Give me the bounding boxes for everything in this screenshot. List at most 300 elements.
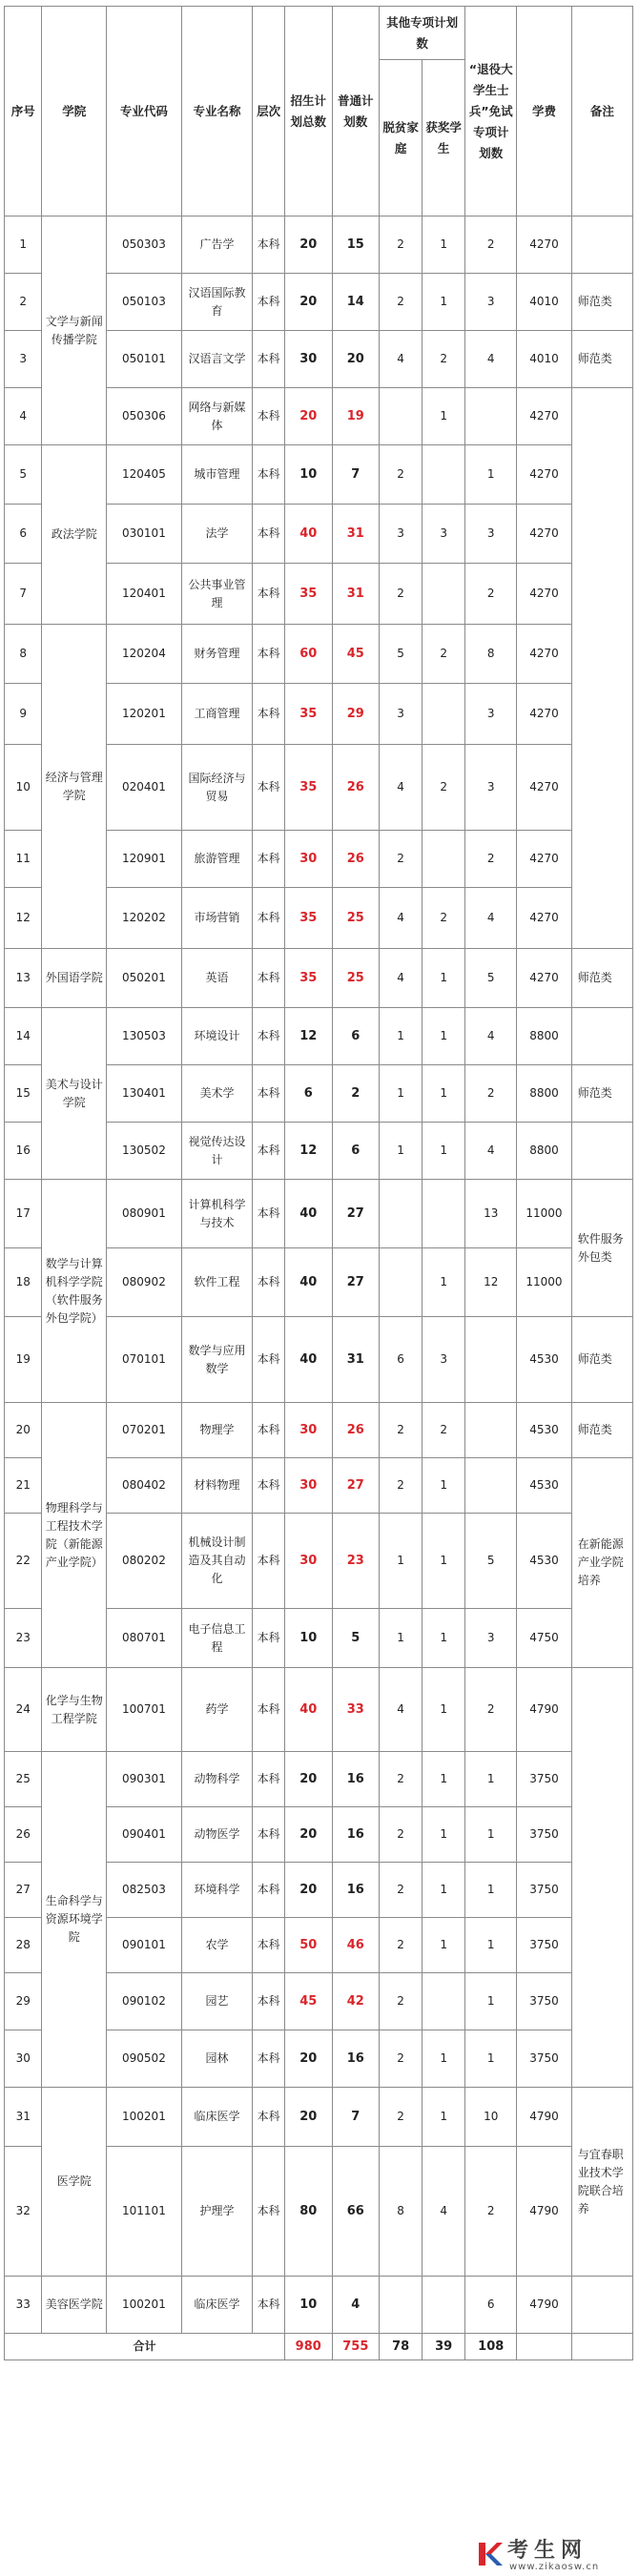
veteran-plan: 3 [465,745,517,831]
award-plan: 1 [423,949,465,1008]
total-plan: 10 [284,1609,332,1668]
total-plan: 20 [284,388,332,445]
total-plan: 35 [284,684,332,745]
major-code: 090301 [107,1752,182,1807]
tuition: 3750 [517,2030,571,2088]
total-plan: 80 [284,2147,332,2277]
row-seq: 31 [5,2088,42,2147]
major-name: 广告学 [181,216,252,274]
award-plan [423,564,465,625]
row-seq: 22 [5,1514,42,1609]
major-name: 物理学 [181,1403,252,1458]
general-plan: 5 [332,1609,380,1668]
poverty-plan: 2 [380,1973,423,2030]
totals-award: 39 [423,2334,465,2360]
poverty-plan: 3 [380,505,423,564]
major-name: 计算机科学与技术 [181,1180,252,1248]
total-plan: 30 [284,331,332,388]
award-plan: 1 [423,274,465,331]
veteran-plan: 2 [465,564,517,625]
major-code: 050201 [107,949,182,1008]
header-major-code: 专业代码 [107,7,182,216]
tuition: 11000 [517,1248,571,1317]
tuition: 3750 [517,1973,571,2030]
major-name: 美术学 [181,1065,252,1123]
table-row [5,445,633,505]
general-plan: 31 [332,505,380,564]
general-plan: 20 [332,331,380,388]
level: 本科 [253,331,285,388]
totals-row [5,2334,633,2360]
tuition: 4270 [517,625,571,684]
tuition: 4270 [517,684,571,745]
major-name: 护理学 [181,2147,252,2277]
total-plan: 50 [284,1918,332,1973]
general-plan: 16 [332,1807,380,1863]
general-plan: 29 [332,684,380,745]
veteran-plan: 2 [465,1065,517,1123]
row-seq: 23 [5,1609,42,1668]
totals-poverty: 78 [380,2334,423,2360]
row-seq: 18 [5,1248,42,1317]
row-seq: 6 [5,505,42,564]
row-seq: 20 [5,1403,42,1458]
general-plan: 23 [332,1514,380,1609]
poverty-plan: 3 [380,684,423,745]
award-plan [423,1973,465,2030]
veteran-plan: 5 [465,1514,517,1609]
veteran-plan: 1 [465,1863,517,1918]
level: 本科 [253,388,285,445]
tuition: 4790 [517,2147,571,2277]
veteran-plan: 12 [465,1248,517,1317]
general-plan: 7 [332,2088,380,2147]
remarks-cell [571,2277,632,2334]
major-name: 动物医学 [181,1807,252,1863]
general-plan: 26 [332,831,380,888]
tuition: 8800 [517,1008,571,1065]
remarks-cell: 师范类 [571,274,632,331]
award-plan: 1 [423,1248,465,1317]
table-row [5,1180,633,1248]
level: 本科 [253,505,285,564]
remarks-cell [571,1008,632,1065]
remarks-cell [571,388,632,949]
major-name: 旅游管理 [181,831,252,888]
total-plan: 45 [284,1973,332,2030]
tuition: 4270 [517,564,571,625]
award-plan: 1 [423,2088,465,2147]
college-cell: 美容医学院 [42,2277,107,2334]
level: 本科 [253,949,285,1008]
major-code: 030101 [107,505,182,564]
major-name: 财务管理 [181,625,252,684]
college-cell: 生命科学与资源环境学院 [42,1752,107,2088]
total-plan: 30 [284,1514,332,1609]
remarks-cell: 师范类 [571,331,632,388]
table-row [5,949,633,1008]
veteran-plan: 3 [465,684,517,745]
major-code: 082503 [107,1863,182,1918]
major-code: 070101 [107,1317,182,1403]
veteran-plan: 13 [465,1180,517,1248]
table-row [5,2277,633,2334]
total-plan: 35 [284,745,332,831]
veteran-plan [465,1458,517,1514]
general-plan: 7 [332,445,380,505]
tuition: 4270 [517,505,571,564]
level: 本科 [253,684,285,745]
award-plan [423,831,465,888]
tuition: 4790 [517,2277,571,2334]
award-plan: 1 [423,1123,465,1180]
header-college: 学院 [42,7,107,216]
veteran-plan: 6 [465,2277,517,2334]
tuition: 4010 [517,274,571,331]
total-plan: 60 [284,625,332,684]
header-major-name: 专业名称 [181,7,252,216]
row-seq: 15 [5,1065,42,1123]
veteran-plan: 2 [465,831,517,888]
row-seq: 2 [5,274,42,331]
poverty-plan: 2 [380,274,423,331]
poverty-plan: 4 [380,1668,423,1752]
award-plan: 2 [423,745,465,831]
major-name: 药学 [181,1668,252,1752]
tuition: 4010 [517,331,571,388]
award-plan: 1 [423,1458,465,1514]
tuition: 8800 [517,1065,571,1123]
major-code: 120401 [107,564,182,625]
tuition: 4270 [517,445,571,505]
admissions-plan-table [4,6,633,2360]
major-name: 临床医学 [181,2277,252,2334]
table-row [5,1668,633,1752]
award-plan: 1 [423,1514,465,1609]
general-plan: 31 [332,1317,380,1403]
poverty-plan: 1 [380,1065,423,1123]
general-plan: 45 [332,625,380,684]
college-cell: 数学与计算机科学学院（软件服务外包学院） [42,1180,107,1403]
major-name: 汉语言文学 [181,331,252,388]
poverty-plan: 4 [380,888,423,949]
veteran-plan: 2 [465,216,517,274]
tuition: 4750 [517,1609,571,1668]
tuition: 8800 [517,1123,571,1180]
major-name: 城市管理 [181,445,252,505]
level: 本科 [253,564,285,625]
college-cell: 物理科学与工程技术学院（新能源产业学院） [42,1403,107,1668]
major-code: 120202 [107,888,182,949]
award-plan: 2 [423,888,465,949]
veteran-plan: 4 [465,1123,517,1180]
poverty-plan: 4 [380,949,423,1008]
general-plan: 31 [332,564,380,625]
major-code: 090101 [107,1918,182,1973]
row-seq: 26 [5,1807,42,1863]
level: 本科 [253,1008,285,1065]
general-plan: 27 [332,1180,380,1248]
major-code: 130502 [107,1123,182,1180]
tuition: 4270 [517,745,571,831]
poverty-plan: 2 [380,564,423,625]
veteran-plan: 1 [465,1752,517,1807]
tuition: 4270 [517,831,571,888]
major-code: 090401 [107,1807,182,1863]
row-seq: 11 [5,831,42,888]
poverty-plan: 2 [380,1863,423,1918]
poverty-plan: 2 [380,2030,423,2088]
award-plan: 1 [423,1752,465,1807]
totals-tuition [517,2334,571,2360]
remarks-cell: 师范类 [571,1065,632,1123]
veteran-plan: 1 [465,2030,517,2088]
level: 本科 [253,2147,285,2277]
level: 本科 [253,831,285,888]
veteran-plan: 1 [465,445,517,505]
major-name: 数学与应用数学 [181,1317,252,1403]
total-plan: 30 [284,1458,332,1514]
major-code: 080902 [107,1248,182,1317]
level: 本科 [253,888,285,949]
level: 本科 [253,216,285,274]
total-plan: 30 [284,831,332,888]
college-cell: 文学与新闻传播学院 [42,216,107,445]
poverty-plan: 2 [380,831,423,888]
major-code: 080901 [107,1180,182,1248]
tuition: 4530 [517,1317,571,1403]
total-plan: 35 [284,564,332,625]
veteran-plan: 10 [465,2088,517,2147]
tuition: 4270 [517,949,571,1008]
row-seq: 25 [5,1752,42,1807]
row-seq: 27 [5,1863,42,1918]
award-plan: 4 [423,2147,465,2277]
veteran-plan: 3 [465,505,517,564]
tuition: 4270 [517,216,571,274]
major-name: 农学 [181,1918,252,1973]
major-name: 材料物理 [181,1458,252,1514]
total-plan: 30 [284,1403,332,1458]
row-seq: 7 [5,564,42,625]
level: 本科 [253,1807,285,1863]
poverty-plan: 4 [380,745,423,831]
award-plan [423,684,465,745]
row-seq: 14 [5,1008,42,1065]
table-row [5,1008,633,1065]
table-row [5,625,633,684]
totals-general: 755 [332,2334,380,2360]
poverty-plan: 2 [380,216,423,274]
table-row [5,1403,633,1458]
poverty-plan: 6 [380,1317,423,1403]
total-plan: 35 [284,949,332,1008]
award-plan: 1 [423,1918,465,1973]
college-cell: 医学院 [42,2088,107,2277]
remarks-cell [571,1123,632,1180]
header-total-plan: 招生计划总数 [284,7,332,216]
tuition: 4530 [517,1458,571,1514]
header-award: 获奖学生 [423,60,465,216]
tuition: 11000 [517,1180,571,1248]
award-plan: 3 [423,505,465,564]
row-seq: 19 [5,1317,42,1403]
tuition: 4530 [517,1403,571,1458]
award-plan [423,1180,465,1248]
level: 本科 [253,1180,285,1248]
level: 本科 [253,274,285,331]
poverty-plan: 5 [380,625,423,684]
level: 本科 [253,1668,285,1752]
total-plan: 40 [284,1668,332,1752]
total-plan: 10 [284,2277,332,2334]
level: 本科 [253,1065,285,1123]
general-plan: 15 [332,216,380,274]
row-seq: 16 [5,1123,42,1180]
poverty-plan: 2 [380,1807,423,1863]
college-cell: 外国语学院 [42,949,107,1008]
veteran-plan: 1 [465,1918,517,1973]
major-code: 080202 [107,1514,182,1609]
award-plan: 1 [423,1008,465,1065]
college-cell: 经济与管理学院 [42,625,107,949]
major-name: 国际经济与贸易 [181,745,252,831]
award-plan: 2 [423,331,465,388]
total-plan: 12 [284,1008,332,1065]
veteran-plan: 8 [465,625,517,684]
major-name: 园林 [181,2030,252,2088]
row-seq: 1 [5,216,42,274]
general-plan: 26 [332,745,380,831]
total-plan: 40 [284,1248,332,1317]
award-plan: 1 [423,2030,465,2088]
major-code: 050303 [107,216,182,274]
remarks-cell: 软件服务外包类 [571,1180,632,1317]
major-name: 临床医学 [181,2088,252,2147]
general-plan: 27 [332,1248,380,1317]
major-name: 机械设计制造及其自动化 [181,1514,252,1609]
watermark-title: 考生网 [507,2538,588,2563]
award-plan: 1 [423,1609,465,1668]
tuition: 3750 [517,1863,571,1918]
level: 本科 [253,1317,285,1403]
header-special-group: 其他专项计划数 [380,7,465,60]
major-name: 工商管理 [181,684,252,745]
level: 本科 [253,2088,285,2147]
award-plan: 2 [423,1403,465,1458]
major-name: 网络与新媒体 [181,388,252,445]
header-poverty: 脱贫家庭 [380,60,423,216]
level: 本科 [253,1752,285,1807]
poverty-plan: 2 [380,445,423,505]
total-plan: 20 [284,2088,332,2147]
poverty-plan [380,1180,423,1248]
major-code: 080402 [107,1458,182,1514]
poverty-plan [380,2277,423,2334]
total-plan: 20 [284,216,332,274]
general-plan: 66 [332,2147,380,2277]
total-plan: 20 [284,1752,332,1807]
totals-veteran: 108 [465,2334,517,2360]
level: 本科 [253,1973,285,2030]
total-plan: 6 [284,1065,332,1123]
general-plan: 42 [332,1973,380,2030]
tuition: 4790 [517,1668,571,1752]
table-body [5,216,633,2360]
award-plan [423,445,465,505]
poverty-plan [380,1248,423,1317]
veteran-plan: 3 [465,1609,517,1668]
level: 本科 [253,445,285,505]
level: 本科 [253,1248,285,1317]
level: 本科 [253,1918,285,1973]
remarks-cell [571,216,632,274]
major-name: 法学 [181,505,252,564]
total-plan: 40 [284,1180,332,1248]
veteran-plan [465,388,517,445]
major-name: 园艺 [181,1973,252,2030]
remarks-cell [571,1668,632,2088]
veteran-plan: 4 [465,331,517,388]
general-plan: 6 [332,1008,380,1065]
major-code: 090502 [107,2030,182,2088]
row-seq: 28 [5,1918,42,1973]
general-plan: 16 [332,2030,380,2088]
college-cell: 美术与设计学院 [42,1008,107,1180]
major-code: 120204 [107,625,182,684]
watermark-url: www.zikaosw.cn [509,2562,600,2572]
row-seq: 12 [5,888,42,949]
totals-remarks [571,2334,632,2360]
k-logo-icon [475,2540,504,2568]
row-seq: 29 [5,1973,42,2030]
major-code: 130503 [107,1008,182,1065]
row-seq: 3 [5,331,42,388]
award-plan: 2 [423,625,465,684]
major-name: 电子信息工程 [181,1609,252,1668]
general-plan: 19 [332,388,380,445]
level: 本科 [253,1458,285,1514]
award-plan: 1 [423,1065,465,1123]
veteran-plan: 5 [465,949,517,1008]
row-seq: 17 [5,1180,42,1248]
poverty-plan: 1 [380,1008,423,1065]
general-plan: 25 [332,888,380,949]
poverty-plan: 2 [380,1918,423,1973]
major-name: 环境科学 [181,1863,252,1918]
row-seq: 24 [5,1668,42,1752]
poverty-plan: 2 [380,1403,423,1458]
header-level: 层次 [253,7,285,216]
remarks-cell: 在新能源产业学院培养 [571,1458,632,1668]
table-row [5,1752,633,1807]
row-seq: 21 [5,1458,42,1514]
level: 本科 [253,745,285,831]
major-code: 020401 [107,745,182,831]
veteran-plan [465,1317,517,1403]
remarks-cell: 师范类 [571,1403,632,1458]
award-plan: 1 [423,1668,465,1752]
poverty-plan: 2 [380,2088,423,2147]
award-plan: 1 [423,216,465,274]
major-code: 130401 [107,1065,182,1123]
level: 本科 [253,1123,285,1180]
major-code: 090102 [107,1973,182,2030]
row-seq: 13 [5,949,42,1008]
general-plan: 26 [332,1403,380,1458]
header-veteran: “退役大学生士兵”免试专项计划数 [465,7,517,216]
tuition: 4790 [517,2088,571,2147]
